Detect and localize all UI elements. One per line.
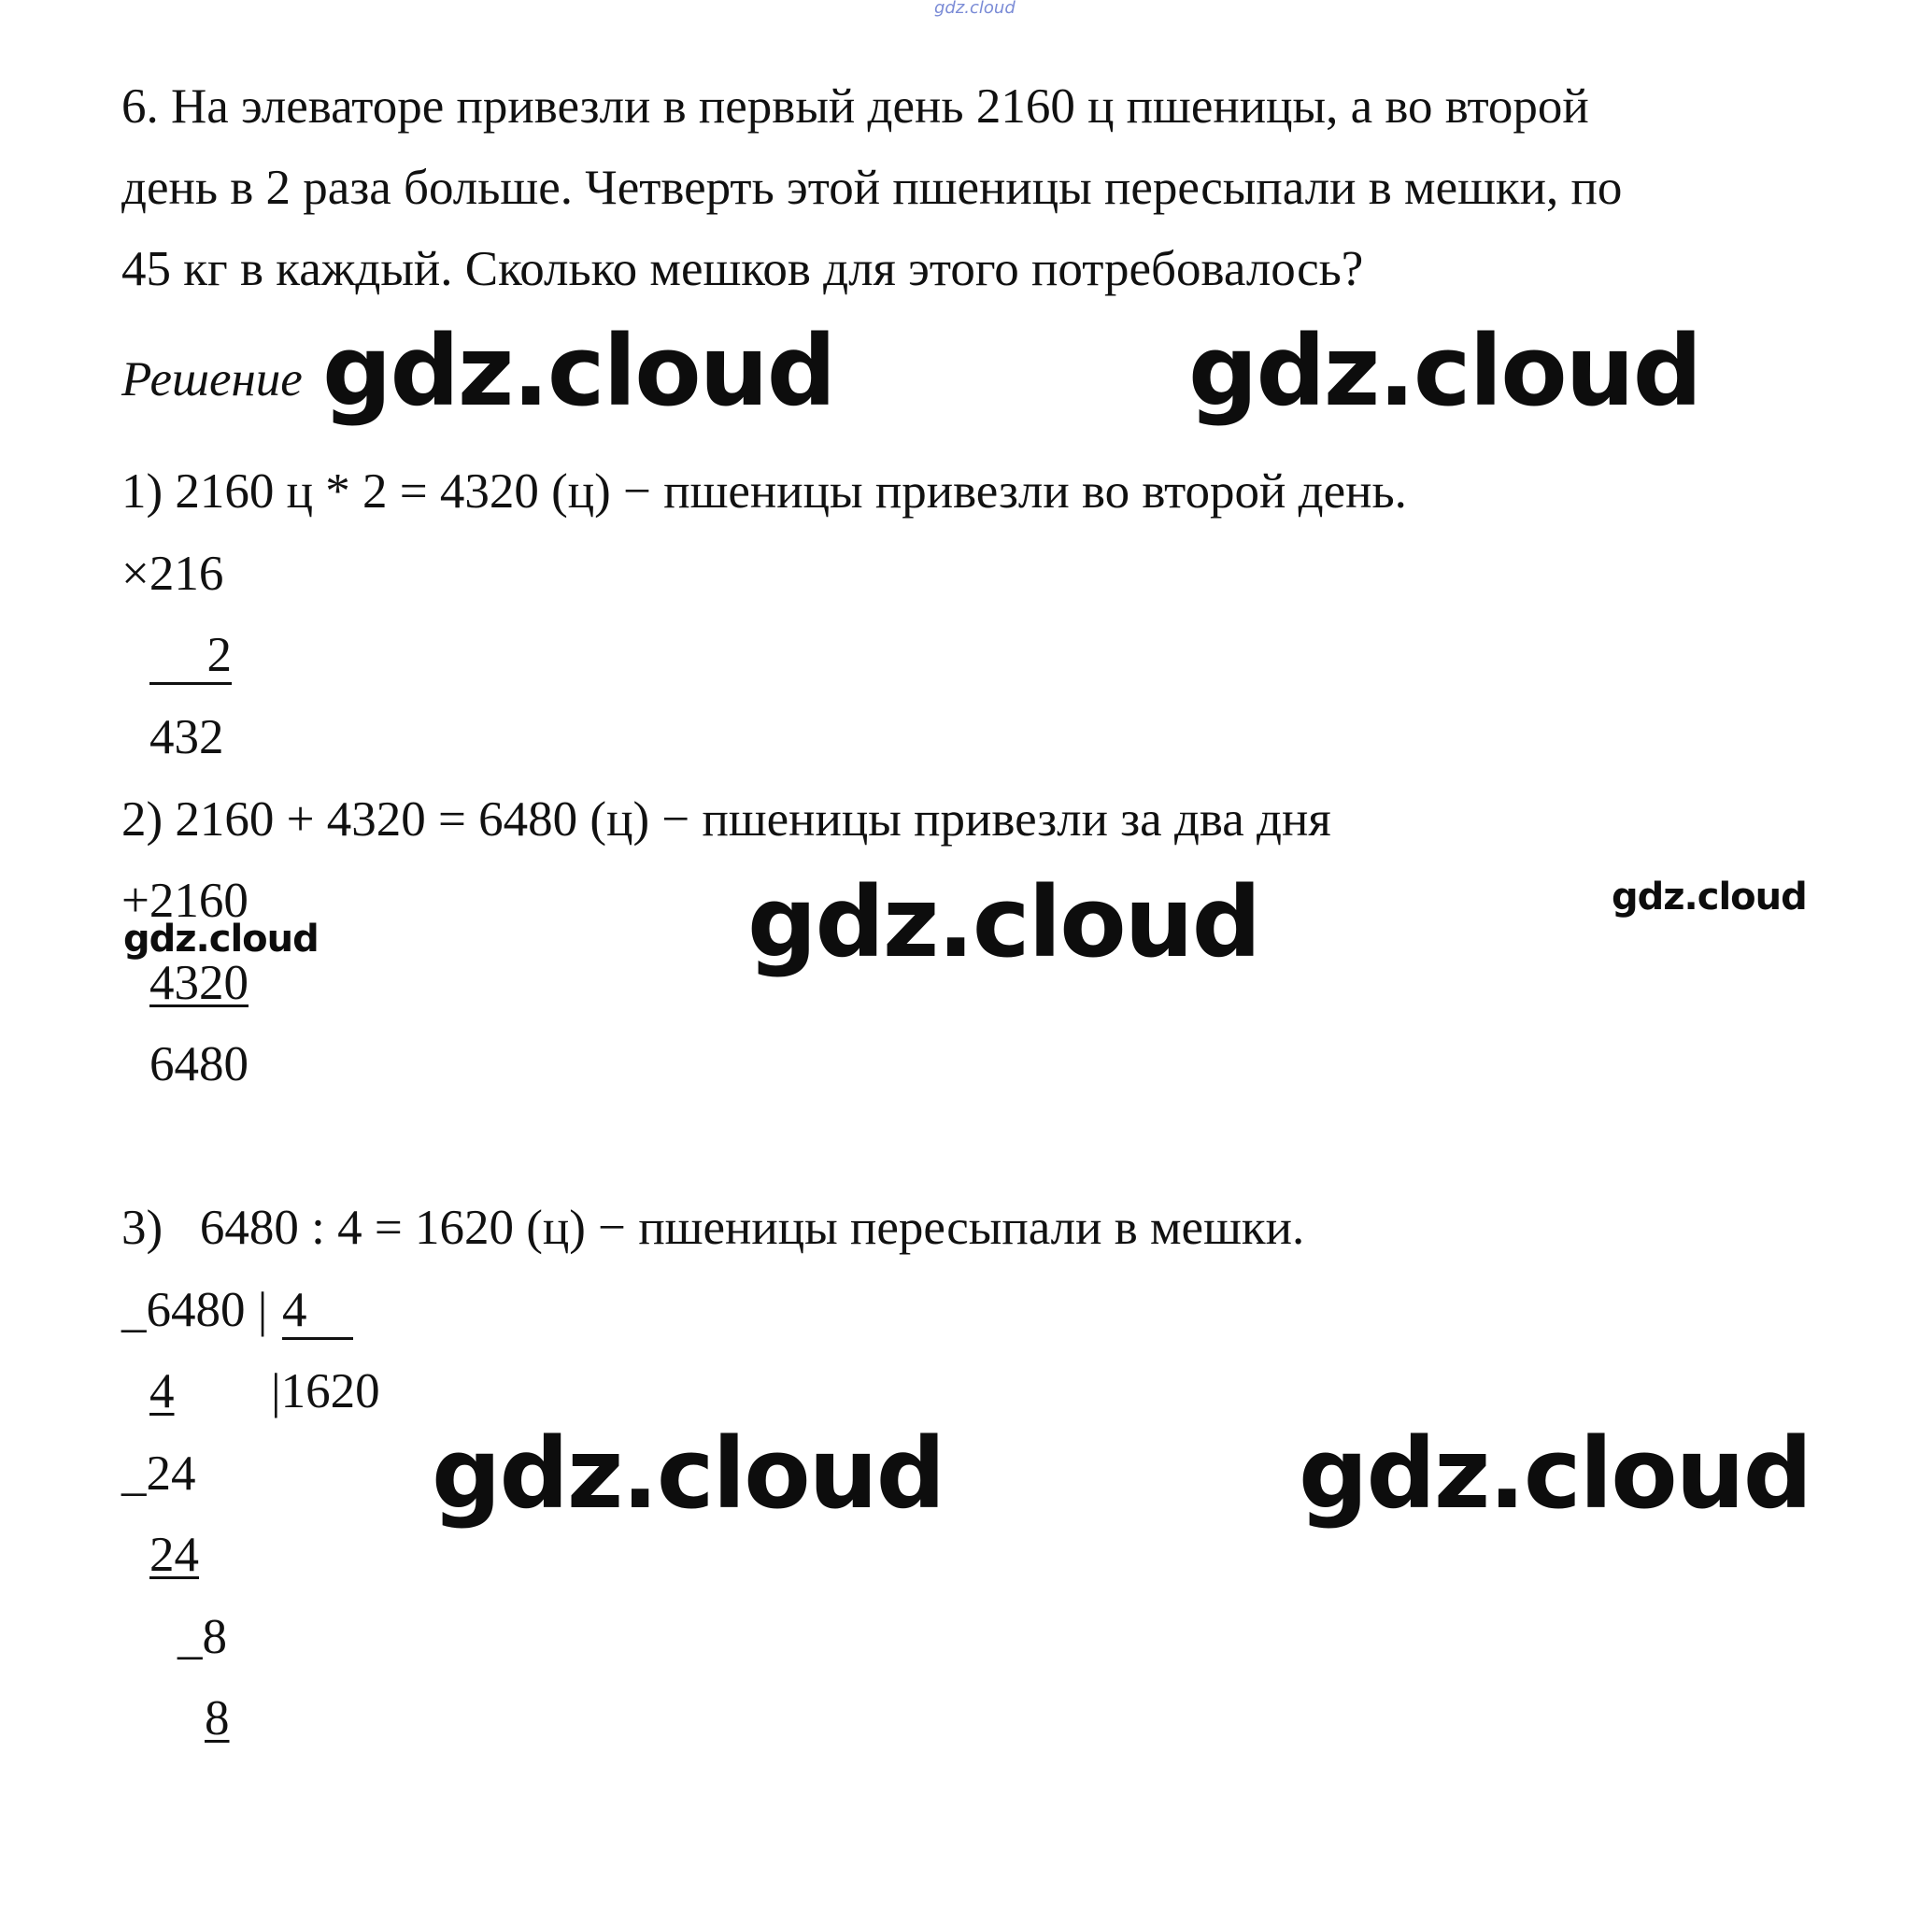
watermark-6: gdz.cloud	[432, 1417, 945, 1531]
watermark-3: gdz.cloud	[123, 918, 319, 961]
step-3-remainder-2: _8	[178, 1610, 227, 1664]
step-2-addend-1: +2160	[121, 874, 249, 928]
step-3-quotient: |1620	[271, 1364, 380, 1418]
step-1-text: 1) 2160 ц * 2 = 4320 (ц) − пшеницы привезли во второй день.	[121, 464, 1407, 519]
watermark-4: gdz.cloud	[747, 865, 1260, 979]
problem-line-2: день в 2 раза больше. Четверть этой пшеницы пересыпали в мешки, по	[121, 161, 1623, 215]
watermark-top-small: gdz.cloud	[934, 0, 1016, 18]
watermark-2: gdz.cloud	[1188, 314, 1701, 428]
solution-label: Решение	[121, 352, 303, 406]
step-1-multiplier: 2	[149, 631, 232, 685]
step-1-product: 432	[149, 710, 224, 764]
step-3-subtract-2: 24	[149, 1528, 199, 1582]
step-3-subtract-3: 8	[205, 1691, 230, 1745]
step-3-dividend: _6480 |	[121, 1283, 268, 1337]
problem-line-1: 6. На элеваторе привезли в первый день 2160 ц пшеницы, а во второй	[121, 79, 1589, 134]
watermark-5: gdz.cloud	[1612, 876, 1807, 919]
step-2-text: 2) 2160 + 4320 = 6480 (ц) − пшеницы привезли за два дня	[121, 792, 1331, 847]
problem-line-3: 45 кг в каждый. Сколько мешков для этого потребовалось?	[121, 242, 1364, 296]
step-3-subtract-1: 4	[149, 1364, 175, 1418]
step-3-text: 3) 6480 : 4 = 1620 (ц) − пшеницы пересыпали в мешки.	[121, 1201, 1305, 1255]
step-2-sum: 6480	[149, 1037, 249, 1091]
step-3-remainder-1: _24	[121, 1446, 196, 1501]
step-3-divisor: 4	[282, 1286, 353, 1340]
step-2-addend-2: 4320	[149, 956, 249, 1010]
watermark-1: gdz.cloud	[322, 314, 835, 428]
watermark-7: gdz.cloud	[1299, 1417, 1811, 1531]
step-1-multiplicand: ×216	[121, 547, 224, 601]
